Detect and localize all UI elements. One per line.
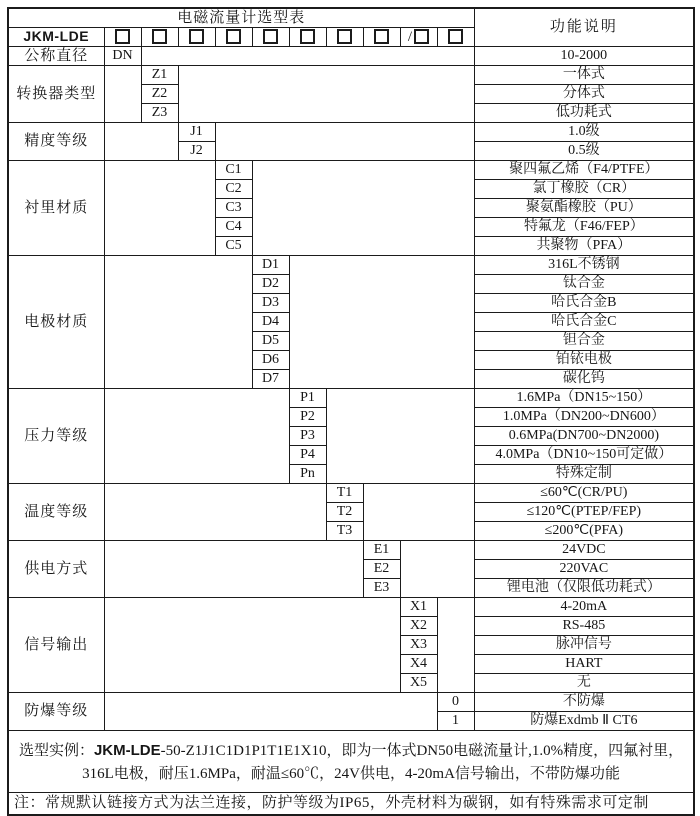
function-column-header: 功能说明 [474, 8, 694, 47]
empty-cell [104, 161, 215, 256]
empty-cell [437, 598, 474, 693]
code-cell: P4 [289, 446, 326, 465]
empty-cell [326, 389, 474, 484]
code-cell: Z3 [141, 104, 178, 123]
checkbox-cell-10 [437, 28, 474, 47]
checkbox-cell-2 [141, 28, 178, 47]
code-cell: C3 [215, 199, 252, 218]
desc-cell: 无 [474, 674, 694, 693]
code-cell: X1 [400, 598, 437, 617]
checkbox-icon [300, 29, 315, 44]
desc-cell: 4-20mA [474, 598, 694, 617]
empty-cell [363, 484, 474, 541]
code-cell: D6 [252, 351, 289, 370]
code-cell: C1 [215, 161, 252, 180]
desc-cell: 不防爆 [474, 693, 694, 712]
checkbox-icon [374, 29, 389, 44]
checkbox-icon [226, 29, 241, 44]
code-cell: D7 [252, 370, 289, 389]
code-cell: DN [104, 47, 141, 66]
empty-cell [400, 541, 474, 598]
code-cell: C4 [215, 218, 252, 237]
checkbox-icon [263, 29, 278, 44]
desc-cell: 共聚物（PFA） [474, 237, 694, 256]
code-cell: J1 [178, 123, 215, 142]
checkbox-cell-8 [363, 28, 400, 47]
code-cell: X2 [400, 617, 437, 636]
desc-cell: 4.0MPa（DN10~150可定做） [474, 446, 694, 465]
desc-cell: 0.6MPa(DN700~DN2000) [474, 427, 694, 446]
desc-cell: HART [474, 655, 694, 674]
title-row [8, 8, 694, 28]
code-cell: E2 [363, 560, 400, 579]
checkbox-icon [448, 29, 463, 44]
empty-cell [104, 693, 437, 731]
category-label-explosion-proof: 防爆等级 [8, 693, 104, 731]
empty-cell [104, 389, 289, 484]
empty-cell [104, 484, 326, 541]
code-cell: T1 [326, 484, 363, 503]
desc-cell: 1.0级 [474, 123, 694, 142]
category-label-accuracy: 精度等级 [8, 123, 104, 161]
desc-cell: 聚氨酯橡胶（PU） [474, 199, 694, 218]
desc-cell: 低功耗式 [474, 104, 694, 123]
code-cell: D1 [252, 256, 289, 275]
table-row [8, 66, 694, 85]
table-row [8, 256, 694, 275]
empty-cell [289, 256, 474, 389]
selection-example [8, 731, 694, 793]
checkbox-cell-1 [104, 28, 141, 47]
desc-cell: 防爆Exdmb Ⅱ CT6 [474, 712, 694, 731]
desc-cell: 锂电池（仅限低功耗式） [474, 579, 694, 598]
checkbox-cell-7 [326, 28, 363, 47]
slash-separator: / [407, 28, 413, 45]
desc-cell: 哈氏合金B [474, 294, 694, 313]
code-cell: T3 [326, 522, 363, 541]
desc-cell: ≤60℃(CR/PU) [474, 484, 694, 503]
note-row [8, 793, 694, 816]
code-cell: E1 [363, 541, 400, 560]
code-cell: X5 [400, 674, 437, 693]
checkbox-cell-5 [252, 28, 289, 47]
table-row [8, 161, 694, 180]
table-row [8, 693, 694, 712]
code-cell: Z1 [141, 66, 178, 85]
checkbox-icon [337, 29, 352, 44]
selection-table [7, 7, 695, 816]
checkbox-cell-9 [400, 28, 437, 47]
table-row [8, 389, 694, 408]
code-cell: D4 [252, 313, 289, 332]
checkbox-cell-6 [289, 28, 326, 47]
code-cell: C2 [215, 180, 252, 199]
code-cell: T2 [326, 503, 363, 522]
desc-cell: ≤200℃(PFA) [474, 522, 694, 541]
empty-cell [104, 598, 400, 693]
empty-cell [104, 256, 252, 389]
note-text: 注：常规默认链接方式为法兰连接，防护等级为IP65，外壳材料为碳钢，如有特殊需求可定制 [8, 793, 694, 816]
empty-cell [104, 66, 141, 123]
desc-cell: 碳化钨 [474, 370, 694, 389]
desc-cell: ≤120℃(PTEP/FEP) [474, 503, 694, 522]
table-row [8, 47, 694, 66]
code-cell: Z2 [141, 85, 178, 104]
code-cell: P1 [289, 389, 326, 408]
checkbox-icon [189, 29, 204, 44]
code-cell: X4 [400, 655, 437, 674]
empty-cell [104, 123, 178, 161]
empty-cell [104, 541, 363, 598]
desc-cell: 10-2000 [474, 47, 694, 66]
desc-cell: 铂铱电极 [474, 351, 694, 370]
desc-cell: 聚四氟乙烯（F4/PTFE） [474, 161, 694, 180]
desc-cell: 特殊定制 [474, 465, 694, 484]
table-row [8, 484, 694, 503]
checkbox-cell-3 [178, 28, 215, 47]
code-cell: D5 [252, 332, 289, 351]
desc-cell: 0.5级 [474, 142, 694, 161]
table-row [8, 123, 694, 142]
desc-cell: 1.0MPa（DN200~DN600） [474, 408, 694, 427]
category-label-power-supply: 供电方式 [8, 541, 104, 598]
model-prefix: JKM-LDE [8, 28, 104, 47]
empty-cell [215, 123, 474, 161]
desc-cell: 1.6MPa（DN15~150） [474, 389, 694, 408]
desc-cell: 一体式 [474, 66, 694, 85]
desc-cell: RS-485 [474, 617, 694, 636]
checkbox-cell-4 [215, 28, 252, 47]
checkbox-icon [115, 29, 130, 44]
desc-cell: 哈氏合金C [474, 313, 694, 332]
example-row [8, 731, 694, 793]
code-cell: 1 [437, 712, 474, 731]
table-row [8, 541, 694, 560]
table-row [8, 598, 694, 617]
empty-cell [252, 161, 474, 256]
desc-cell: 特氟龙（F46/FEP） [474, 218, 694, 237]
example-rest: -50-Z1J1C1D1P1T1E1X10，即为一体式DN50电磁流量计,1.0%精度，四氟衬里， [160, 742, 684, 759]
example-line2: 316L电极，耐压1.6MPa，耐温≤60℃，24V供电，4-20mA信号输出，不带防爆功能 [82, 765, 620, 782]
desc-cell: 220VAC [474, 560, 694, 579]
empty-cell [141, 47, 474, 66]
code-cell: P3 [289, 427, 326, 446]
code-cell: P2 [289, 408, 326, 427]
code-cell: X3 [400, 636, 437, 655]
code-cell: D2 [252, 275, 289, 294]
code-cell: Pn [289, 465, 326, 484]
category-label-pressure: 压力等级 [8, 389, 104, 484]
desc-cell: 分体式 [474, 85, 694, 104]
code-cell: E3 [363, 579, 400, 598]
checkbox-icon [152, 29, 167, 44]
category-label-lining-material: 衬里材质 [8, 161, 104, 256]
category-label-diameter: 公称直径 [8, 47, 104, 66]
category-label-electrode-material: 电极材质 [8, 256, 104, 389]
example-model-code: JKM-LDE [93, 741, 161, 759]
code-cell: 0 [437, 693, 474, 712]
category-label-temperature: 温度等级 [8, 484, 104, 541]
category-label-converter-type: 转换器类型 [8, 66, 104, 123]
desc-cell: 316L不锈钢 [474, 256, 694, 275]
code-cell: D3 [252, 294, 289, 313]
table-title: 电磁流量计选型表 [8, 8, 474, 28]
checkbox-icon [414, 29, 429, 44]
desc-cell: 钽合金 [474, 332, 694, 351]
example-prefix: 选型实例： [18, 742, 94, 759]
code-cell: J2 [178, 142, 215, 161]
code-cell: C5 [215, 237, 252, 256]
desc-cell: 脉冲信号 [474, 636, 694, 655]
empty-cell [178, 66, 474, 123]
desc-cell: 钛合金 [474, 275, 694, 294]
desc-cell: 氯丁橡胶（CR） [474, 180, 694, 199]
desc-cell: 24VDC [474, 541, 694, 560]
category-label-signal-output: 信号输出 [8, 598, 104, 693]
